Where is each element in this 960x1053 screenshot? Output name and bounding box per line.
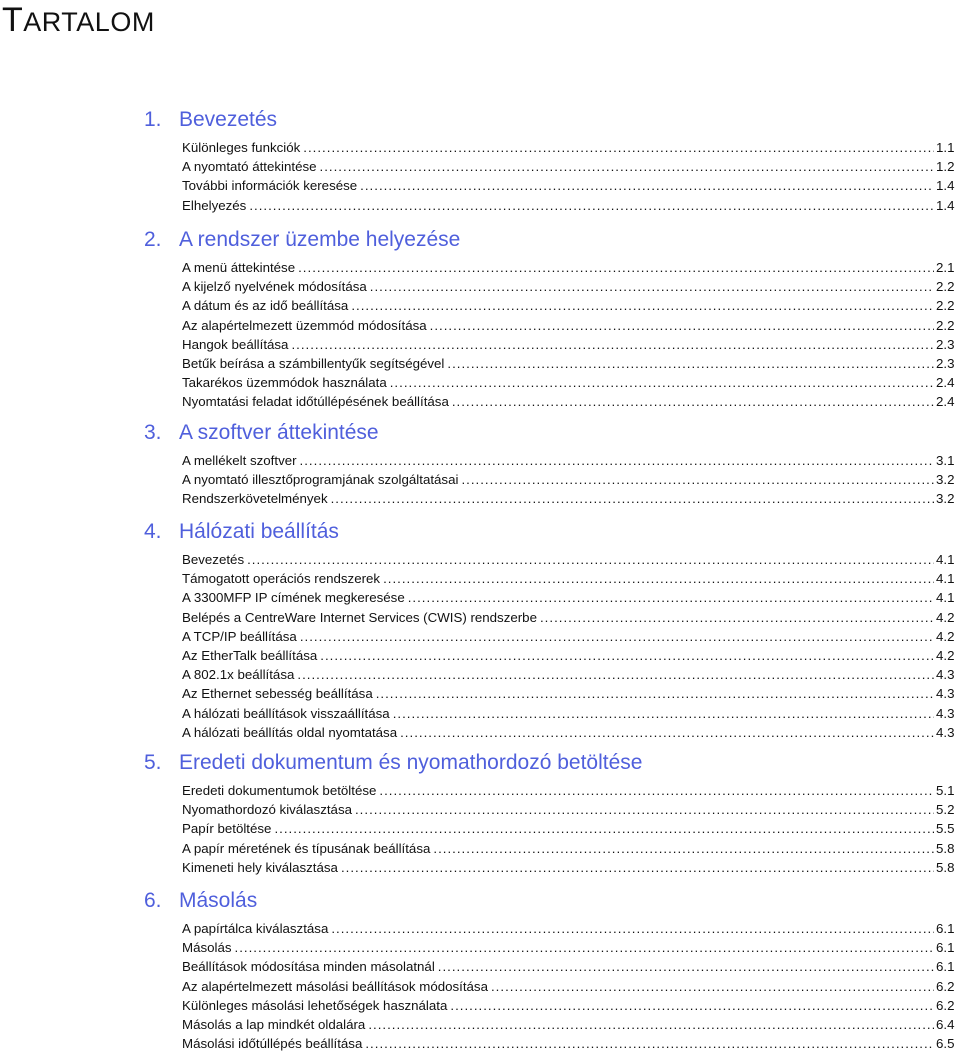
toc-entry-list	[182, 781, 960, 877]
section-heading[interactable]	[144, 520, 339, 544]
toc-entry-label: Nyomtatási feladat időtúllépésének beállítása	[182, 394, 449, 410]
dot-leader	[303, 138, 934, 157]
toc-entry-page: 4.3	[936, 724, 955, 740]
toc-entry-label: Betűk beírása a számbillentyűk segítségével	[182, 355, 445, 371]
toc-entry-page: 2.4	[936, 394, 955, 410]
toc-entry[interactable]	[182, 354, 960, 373]
toc-entry-page: 4.2	[936, 647, 955, 663]
toc-entry-label: Másolási időtúllépés beállítása	[182, 1036, 363, 1052]
dot-leader	[331, 489, 934, 508]
page-title-rest: ARTALOM	[23, 7, 155, 37]
toc-entry-page: 5.8	[936, 859, 955, 875]
toc-entry-page: 1.4	[936, 178, 955, 194]
toc-entry-page: 6.1	[936, 940, 955, 956]
toc-entry-page: 3.2	[936, 472, 955, 488]
dot-leader	[408, 588, 934, 607]
toc-entry-label: A nyomtató áttekintése	[182, 159, 317, 175]
toc-entry-label: További információk keresése	[182, 178, 358, 194]
toc-entry-label: A hálózati beállítások visszaállítása	[182, 705, 390, 721]
toc-entry-label: Másolás	[182, 940, 232, 956]
toc-entry-page: 5.5	[936, 821, 955, 837]
toc-entry-page: 5.1	[936, 783, 955, 798]
section-number: 4.	[144, 520, 162, 543]
toc-entry-list	[182, 258, 960, 412]
toc-entry-page: 1.2	[936, 159, 955, 175]
toc-entry[interactable]	[182, 646, 960, 665]
dot-leader	[390, 373, 934, 392]
toc-entry-page: 2.3	[936, 355, 955, 371]
toc-entry[interactable]	[182, 373, 960, 392]
toc-entry-list	[182, 138, 960, 215]
toc-entry[interactable]	[182, 296, 960, 315]
dot-leader	[452, 392, 934, 411]
dot-leader	[433, 839, 934, 858]
toc-entry[interactable]	[182, 704, 960, 723]
dot-leader	[247, 550, 934, 569]
toc-entry-page: 4.3	[936, 667, 955, 683]
section-heading[interactable]	[144, 751, 642, 775]
toc-entry-page: 5.8	[936, 840, 955, 856]
toc-entry-label: A kijelző nyelvének módosítása	[182, 279, 367, 295]
dot-leader	[298, 258, 934, 277]
toc-entry-label: A hálózati beállítás oldal nyomtatása	[182, 724, 398, 740]
toc-entry-label: Hangok beállítása	[182, 336, 289, 352]
toc-entry[interactable]	[182, 316, 960, 335]
toc-entry[interactable]	[182, 277, 960, 296]
toc-entry[interactable]	[182, 819, 960, 838]
toc-entry[interactable]	[182, 258, 960, 277]
dot-leader	[320, 157, 934, 176]
dot-leader	[450, 996, 934, 1015]
toc-entry-list	[182, 919, 960, 1053]
toc-entry-label: A papírtálca kiválasztása	[182, 921, 329, 936]
dot-leader	[320, 646, 934, 665]
toc-entry-label: Különleges másolási lehetőségek használata	[182, 997, 448, 1013]
section-number: 3.	[144, 421, 162, 444]
toc-entry[interactable]	[182, 858, 960, 877]
toc-entry-page: 4.3	[936, 686, 955, 702]
toc-entry[interactable]	[182, 919, 960, 938]
toc-entry[interactable]	[182, 781, 960, 800]
toc-entry-label: Az EtherTalk beállítása	[182, 647, 318, 663]
toc-entry-page: 6.2	[936, 997, 955, 1013]
toc-entry-label: Beállítások módosítása minden másolatnál	[182, 959, 435, 975]
dot-leader	[370, 277, 934, 296]
toc-entry[interactable]	[182, 1034, 960, 1053]
toc-entry-label: Elhelyezés	[182, 197, 247, 213]
toc-entry-label: Papír betöltése	[182, 821, 272, 837]
dot-leader	[376, 684, 934, 703]
section-heading[interactable]	[144, 228, 460, 252]
toc-entry[interactable]	[182, 665, 960, 684]
toc-entry-page: 4.2	[936, 609, 955, 625]
dot-leader	[491, 977, 934, 996]
page-title-initial: T	[2, 1, 24, 39]
toc-entry-label: A TCP/IP beállítása	[182, 628, 297, 644]
toc-entry-label: Takarékos üzemmódok használata	[182, 375, 387, 391]
toc-entry[interactable]	[182, 957, 960, 976]
dot-leader	[351, 296, 934, 315]
toc-entry[interactable]	[182, 996, 960, 1015]
toc-entry[interactable]	[182, 196, 960, 215]
toc-entry-label: Támogatott operációs rendszerek	[182, 571, 381, 587]
dot-leader	[438, 957, 934, 976]
toc-entry-page: 3.2	[936, 491, 955, 507]
toc-entry-label: Rendszerkövetelmények	[182, 491, 328, 507]
toc-entry-label: Az Ethernet sebesség beállítása	[182, 686, 373, 702]
toc-entry[interactable]	[182, 550, 960, 569]
toc-entry-page: 6.4	[936, 1016, 955, 1032]
toc-entry-label: Nyomathordozó kiválasztása	[182, 802, 352, 818]
dot-leader	[365, 1034, 934, 1053]
section-title: Bevezetés	[179, 108, 278, 131]
section-number: 1.	[144, 108, 162, 131]
section-title: Hálózati beállítás	[179, 520, 339, 543]
toc-entry-page: 1.4	[936, 197, 955, 213]
toc-entry-label: Bevezetés	[182, 552, 245, 567]
toc-entry-list	[182, 451, 960, 509]
dot-leader	[274, 819, 934, 838]
dot-leader	[291, 335, 934, 354]
dot-leader	[379, 781, 934, 800]
section-heading[interactable]	[144, 421, 379, 445]
toc-entry-label: Különleges funkciók	[182, 140, 301, 155]
toc-entry-page: 2.2	[936, 298, 955, 314]
section-title: A szoftver áttekintése	[179, 421, 379, 444]
toc-entry-label: Másolás a lap mindkét oldalára	[182, 1016, 366, 1032]
dot-leader	[383, 569, 934, 588]
dot-leader	[249, 196, 934, 215]
toc-entry-page: 3.1	[936, 453, 955, 468]
section-title: Eredeti dokumentum és nyomathordozó betöltése	[179, 751, 643, 774]
dot-leader	[235, 938, 934, 957]
toc-entry[interactable]	[182, 977, 960, 996]
toc-entry[interactable]	[182, 489, 960, 508]
section-heading[interactable]	[144, 889, 257, 913]
toc-entry-label: Az alapértelmezett üzemmód módosítása	[182, 317, 427, 333]
toc-entry[interactable]	[182, 138, 960, 157]
dot-leader	[355, 800, 934, 819]
toc-entry-label: A mellékelt szoftver	[182, 453, 297, 468]
dot-leader	[341, 858, 934, 877]
toc-entry-page: 5.2	[936, 802, 955, 818]
section-number: 2.	[144, 228, 162, 251]
section-title: Másolás	[179, 889, 258, 912]
toc-entry-label: Eredeti dokumentumok betöltése	[182, 783, 377, 798]
toc-entry-page: 4.1	[936, 552, 955, 567]
toc-entry[interactable]	[182, 608, 960, 627]
dot-leader	[331, 919, 934, 938]
toc-entry[interactable]	[182, 157, 960, 176]
toc-entry-page: 2.2	[936, 317, 955, 333]
toc-entry-label: A nyomtató illesztőprogramjának szolgáltatásai	[182, 472, 459, 488]
dot-leader	[400, 723, 934, 742]
toc-entry[interactable]	[182, 335, 960, 354]
toc-entry-page: 6.5	[936, 1036, 955, 1052]
dot-leader	[368, 1015, 934, 1034]
dot-leader	[300, 451, 934, 470]
toc-entry[interactable]	[182, 938, 960, 957]
toc-entry-page: 6.1	[936, 921, 955, 936]
toc-entry-page: 1.1	[936, 140, 955, 155]
dot-leader	[300, 627, 934, 646]
toc-entry-page: 2.3	[936, 336, 955, 352]
section-number: 5.	[144, 751, 162, 774]
toc-entry[interactable]	[182, 627, 960, 646]
dot-leader	[447, 354, 934, 373]
toc-entry-page: 6.2	[936, 978, 955, 994]
dot-leader	[393, 704, 934, 723]
section-title: A rendszer üzembe helyezése	[179, 228, 461, 251]
toc-entry[interactable]	[182, 451, 960, 470]
toc-entry-page: 4.1	[936, 571, 955, 587]
toc-entry-label: Kimeneti hely kiválasztása	[182, 859, 338, 875]
toc-entry-page: 2.1	[936, 260, 955, 275]
dot-leader	[297, 665, 934, 684]
toc-entry-label: Belépés a CentreWare Internet Services (CWIS) rendszerbe	[182, 609, 537, 625]
toc-entry[interactable]	[182, 1015, 960, 1034]
toc-entry[interactable]	[182, 569, 960, 588]
dot-leader	[360, 176, 934, 195]
toc-entry-page: 4.1	[936, 590, 955, 606]
toc-entry[interactable]	[182, 588, 960, 607]
toc-entry-label: A papír méretének és típusának beállítása	[182, 840, 431, 856]
section-heading[interactable]	[144, 108, 277, 132]
toc-entry[interactable]	[182, 723, 960, 742]
toc-entry-list	[182, 550, 960, 742]
toc-entry[interactable]	[182, 839, 960, 858]
toc-entry-label: A 802.1x beállítása	[182, 667, 295, 683]
dot-leader	[430, 316, 934, 335]
toc-entry-label: A dátum és az idő beállítása	[182, 298, 349, 314]
toc-entry-page: 2.4	[936, 375, 955, 391]
toc-entry-page: 4.2	[936, 628, 955, 644]
toc-entry-page: 6.1	[936, 959, 955, 975]
toc-entry[interactable]	[182, 392, 960, 411]
toc-entry-page: 4.3	[936, 705, 955, 721]
toc-entry[interactable]	[182, 176, 960, 195]
dot-leader	[540, 608, 934, 627]
toc-entry-label: A menü áttekintése	[182, 260, 296, 275]
toc-entry[interactable]	[182, 800, 960, 819]
toc-entry-page: 2.2	[936, 279, 955, 295]
toc-entry-label: Az alapértelmezett másolási beállítások módosítása	[182, 978, 488, 994]
toc-entry[interactable]	[182, 684, 960, 703]
toc-entry[interactable]	[182, 470, 960, 489]
dot-leader	[461, 470, 934, 489]
toc-entry-label: A 3300MFP IP címének megkeresése	[182, 590, 405, 606]
section-number: 6.	[144, 889, 162, 912]
